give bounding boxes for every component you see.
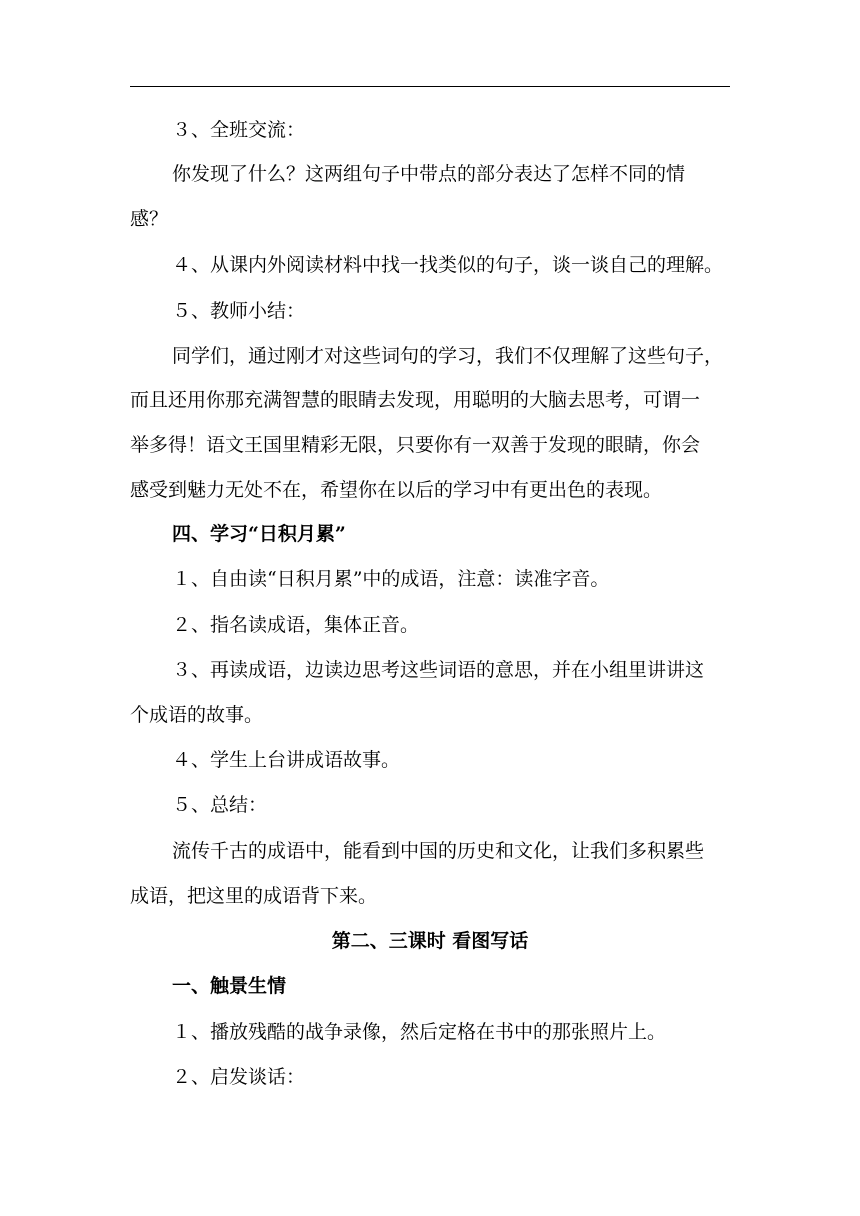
step-line: ２、指名读成语，集体正音。 <box>172 614 420 636</box>
header-rule <box>130 86 730 87</box>
section-heading: 四、学习“日积月累” <box>172 523 346 545</box>
paragraph-line: 举多得！语文王国里精彩无限，只要你有一双善于发现的眼睛，你会 <box>130 434 701 456</box>
lesson-title: 第二、三课时 看图写话 <box>331 930 529 952</box>
paragraph-line: 感？ <box>130 208 169 230</box>
step-line: ３、再读成语，边读边思考这些词语的意思，并在小组里讲讲这 <box>172 659 705 681</box>
step-line: ４、学生上台讲成语故事。 <box>172 749 401 771</box>
step-5-heading: ５、教师小结： <box>172 300 306 322</box>
paragraph-line: 个成语的故事。 <box>130 704 264 726</box>
paragraph-line: 你发现了什么？这两组句子中带点的部分表达了怎样不同的情 <box>172 163 686 185</box>
step-line: ５、总结： <box>172 794 268 816</box>
step-3-heading: ３、全班交流： <box>172 119 306 141</box>
paragraph-line: 流传千古的成语中，能看到中国的历史和文化，让我们多积累些 <box>172 840 705 862</box>
paragraph-line: 而且还用你那充满智慧的眼睛去发现，用聪明的大脑去思考，可谓一 <box>130 389 701 411</box>
paragraph-line: 感受到魅力无处不在，希望你在以后的学习中有更出色的表现。 <box>130 479 663 501</box>
step-line: １、播放残酷的战争录像，然后定格在书中的那张照片上。 <box>172 1021 667 1043</box>
section-heading: 一、触景生情 <box>172 975 287 997</box>
step-line: １、自由读“日积月累”中的成语，注意：读准字音。 <box>172 568 610 590</box>
step-line: ２、启发谈话： <box>172 1066 306 1088</box>
step-4-line: ４、从课内外阅读材料中找一找类似的句子，谈一谈自己的理解。 <box>172 254 724 276</box>
paragraph-line: 成语，把这里的成语背下来。 <box>130 885 378 907</box>
paragraph-line: 同学们，通过刚才对这些词句的学习，我们不仅理解了这些句子， <box>172 345 724 367</box>
